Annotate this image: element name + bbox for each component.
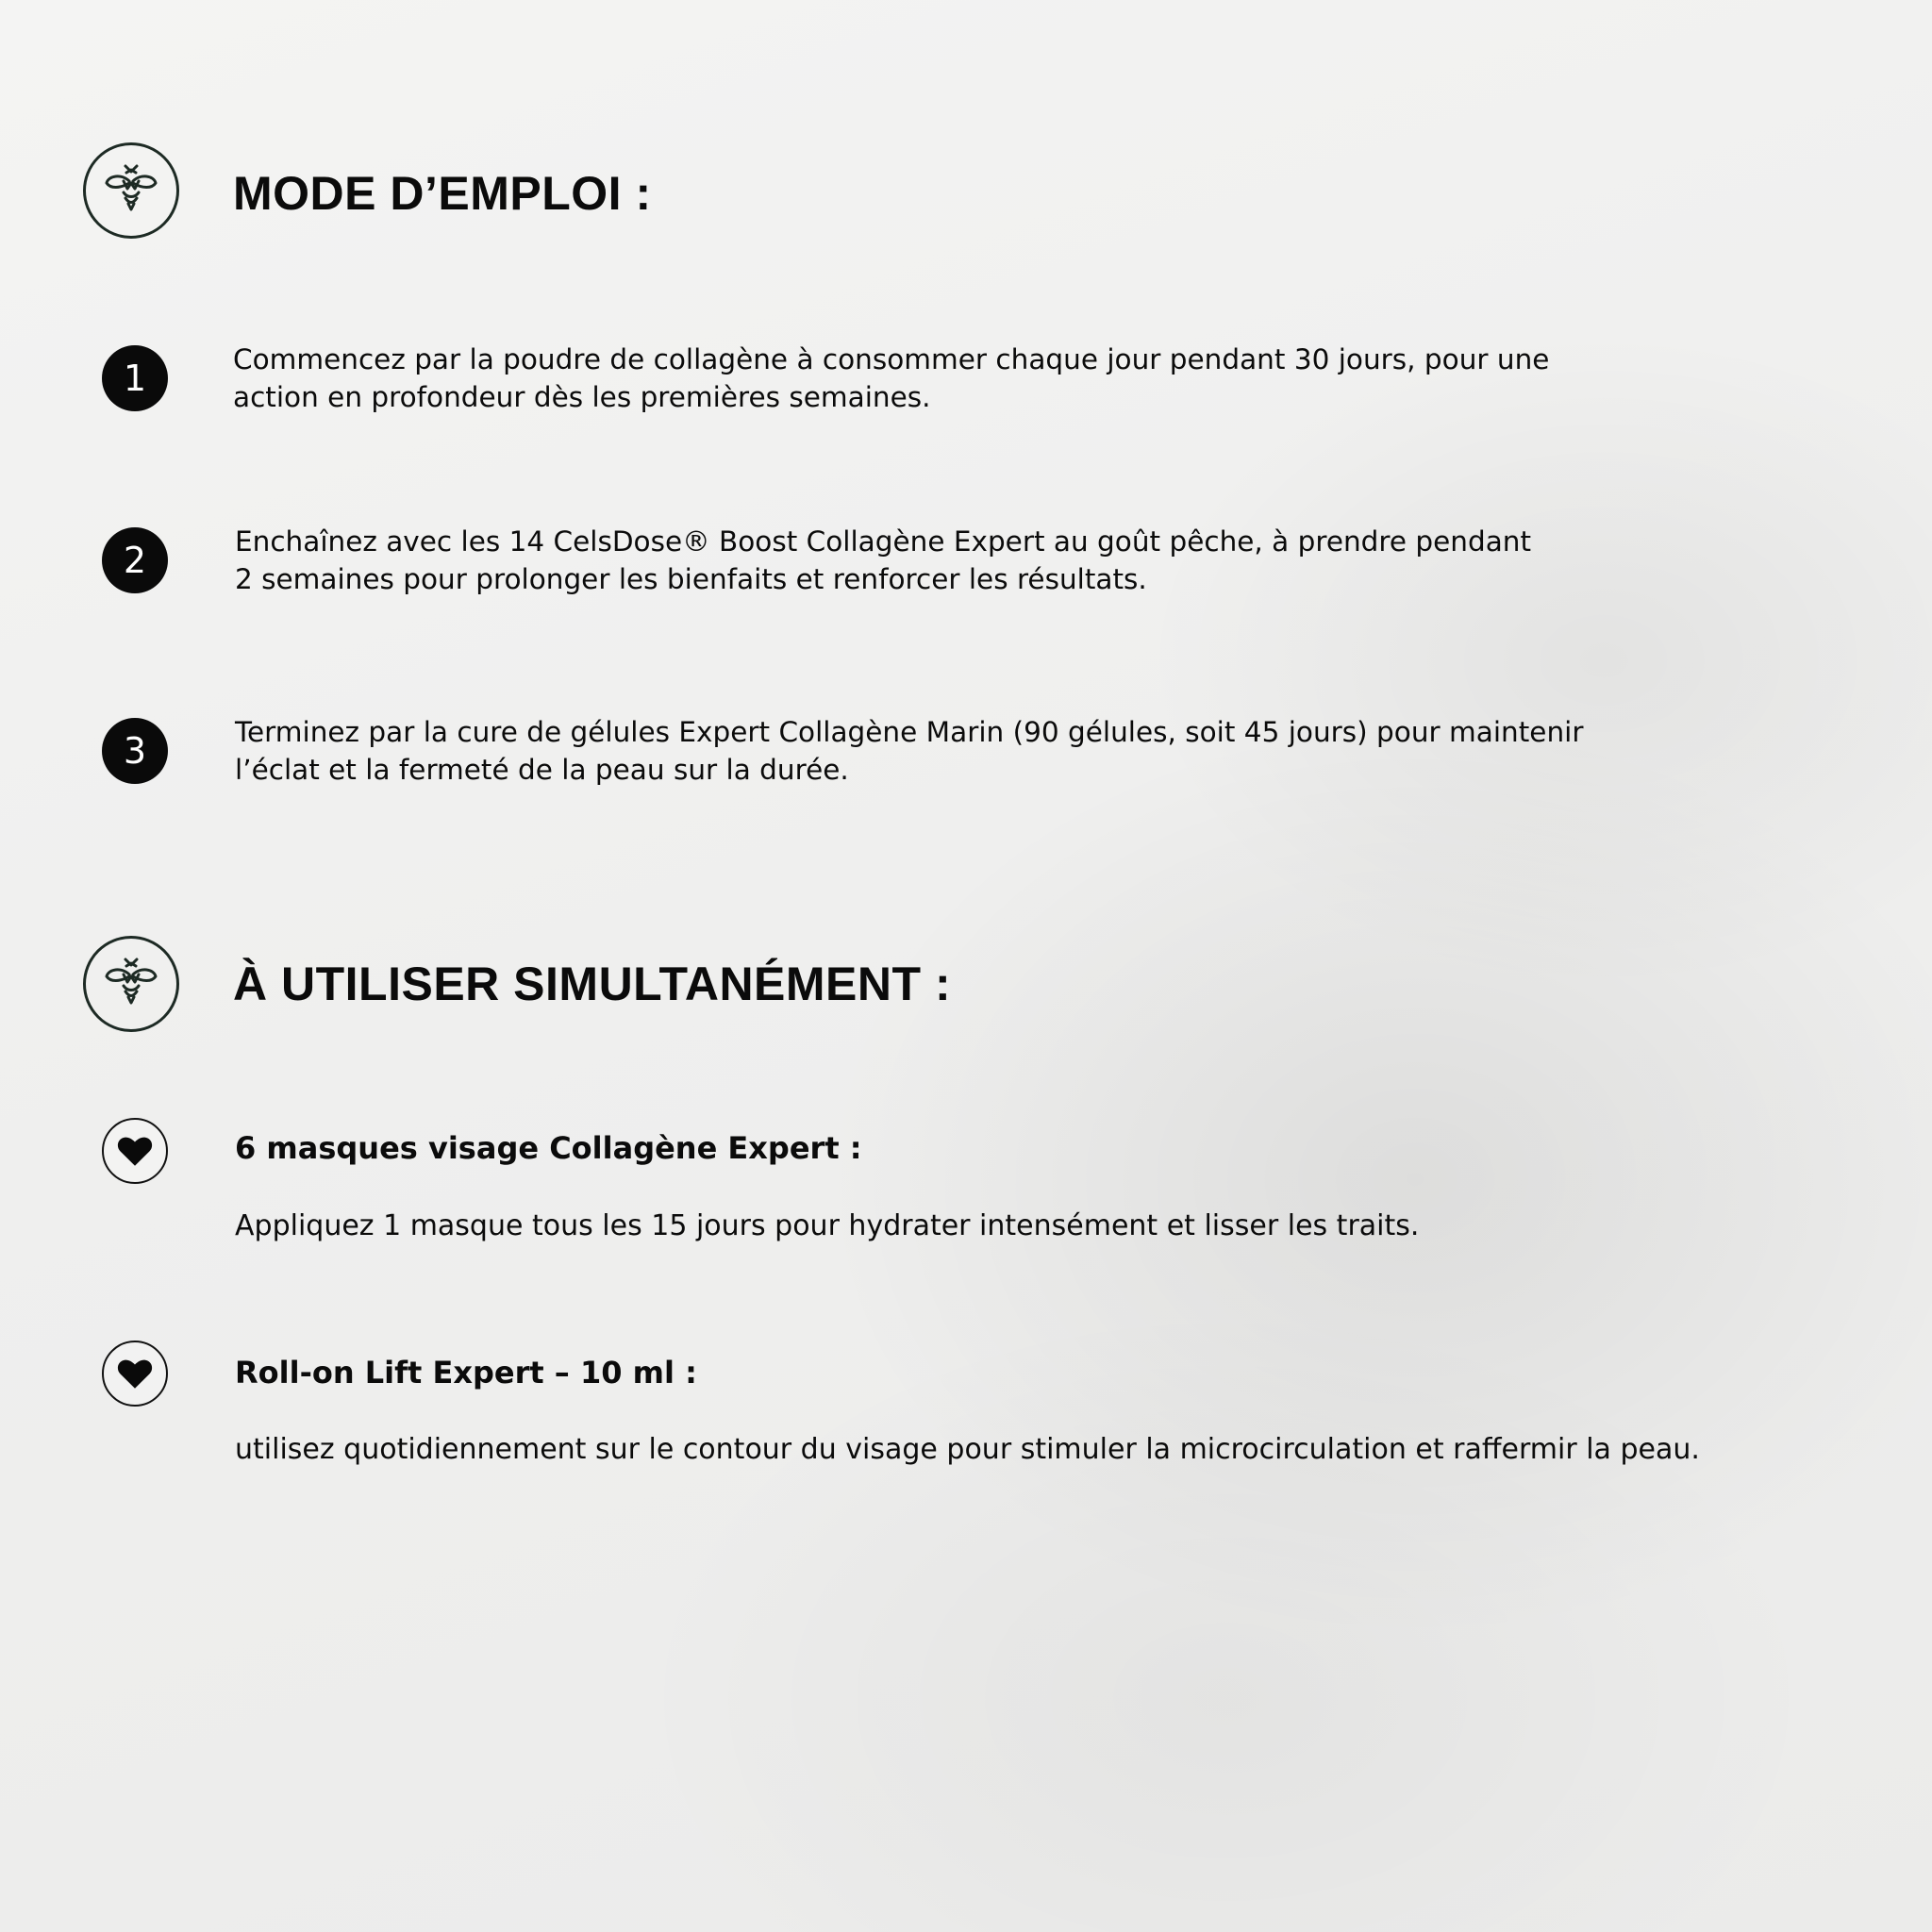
item-title: 6 masques visage Collagène Expert : (235, 1130, 862, 1166)
heart-icon (102, 1118, 168, 1184)
step-text-line: Enchaînez avec les 14 CelsDose® Boost Collagène Expert au goût pêche, à prendre pendant (235, 525, 1532, 558)
step-description (233, 341, 1705, 416)
step-number-badge: 3 (102, 718, 168, 784)
step-text-line: action en profondeur dès les premières semaines. (233, 381, 931, 413)
step-text-line: 2 semaines pour prolonger les bienfaits et renforcer les résultats. (235, 563, 1147, 595)
section-title-mode-emploi: MODE D’EMPLOI : (233, 167, 652, 220)
step-description (235, 523, 1707, 598)
item-description: utilisez quotidiennement sur le contour du visage pour stimuler la microcirculation et raffermir la peau. (235, 1433, 1700, 1466)
step-text-line: l’éclat et la fermeté de la peau sur la durée. (235, 754, 849, 786)
step-number-badge: 2 (102, 527, 168, 593)
step-text-line: Terminez par la cure de gélules Expert Collagène Marin (90 gélules, soit 45 jours) pour maintenir (235, 716, 1584, 748)
item-title: Roll-on Lift Expert – 10 ml : (235, 1355, 697, 1391)
heart-icon (102, 1341, 168, 1407)
bee-logo-icon (83, 936, 179, 1032)
step-number-badge: 1 (102, 345, 168, 411)
bee-logo-icon (83, 142, 179, 239)
section-title-simultaneous: À UTILISER SIMULTANÉMENT : (233, 958, 952, 1010)
step-description (235, 713, 1707, 789)
item-description: Appliquez 1 masque tous les 15 jours pour hydrater intensément et lisser les traits. (235, 1209, 1420, 1242)
step-text-line: Commencez par la poudre de collagène à consommer chaque jour pendant 30 jours, pour une (233, 343, 1550, 375)
